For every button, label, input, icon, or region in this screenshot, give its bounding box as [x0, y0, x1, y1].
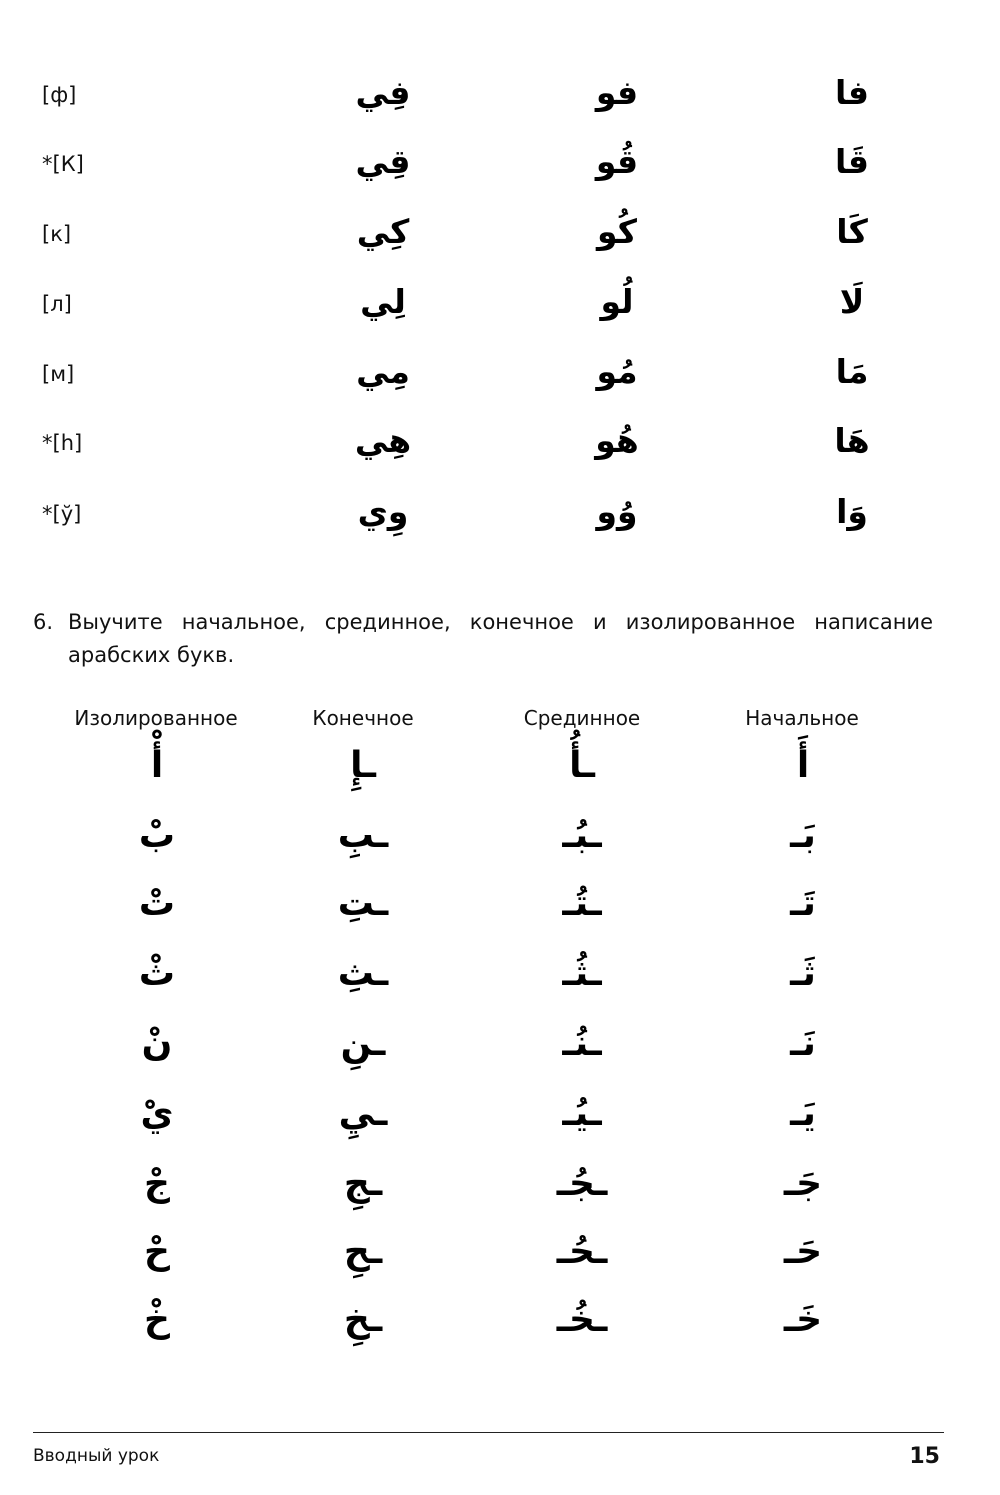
exercise-instruction [33, 606, 933, 672]
syllable-damma: لُو [600, 282, 634, 321]
syllable-kasra: هِي [354, 421, 412, 460]
syllable-row [0, 492, 1000, 542]
syllable-kasra: كِي [356, 212, 410, 251]
syllable-fatha: هَا [834, 421, 870, 460]
syllable-damma: فو [595, 73, 639, 112]
letter-final: ـيِ [338, 1093, 388, 1134]
syllable-damma: وُو [596, 492, 638, 531]
transliteration: [л] [42, 292, 72, 316]
letter-medial: ـأُ [569, 745, 595, 786]
syllable-row [0, 352, 1000, 402]
letter-isolated: أْ [150, 745, 164, 786]
letter-row [0, 1092, 1000, 1152]
letter-medial: ـثُـ [562, 953, 602, 994]
letter-initial: ثَـ [790, 953, 816, 994]
syllable-row [0, 73, 1000, 123]
syllable-row [0, 212, 1000, 262]
letter-row [0, 1162, 1000, 1222]
transliteration: *[ў] [42, 502, 82, 526]
letter-initial: خَـ [783, 1299, 823, 1340]
letter-initial: بَـ [790, 815, 816, 856]
letter-row [0, 882, 1000, 942]
letter-isolated: نْ [141, 1023, 173, 1064]
letter-final: ـجِ [343, 1163, 383, 1204]
exercise-number: 6. [33, 610, 54, 634]
letter-initial: تَـ [790, 883, 816, 924]
letter-medial: ـحُـ [556, 1231, 608, 1272]
letter-row [0, 814, 1000, 874]
letter-final: ـتِ [337, 883, 389, 924]
letter-row [0, 1230, 1000, 1290]
header-isolated: Изолированное [74, 706, 238, 730]
transliteration: [ф] [42, 83, 77, 107]
letter-final: ـخِ [343, 1299, 383, 1340]
syllable-fatha: وَا [836, 492, 868, 531]
transliteration: *[К] [42, 152, 84, 176]
syllable-fatha: كَا [836, 212, 868, 251]
header-medial: Срединное [523, 706, 641, 730]
syllable-fatha: قَا [835, 142, 869, 181]
syllable-fatha: فا [835, 73, 869, 112]
page-number: 15 [909, 1444, 940, 1469]
footer-title: Вводный урок [33, 1446, 160, 1466]
letter-medial: ـجُـ [556, 1163, 608, 1204]
letter-medial: ـيُـ [562, 1093, 602, 1134]
syllable-kasra: لِي [360, 282, 406, 321]
letter-initial: نَـ [790, 1023, 816, 1064]
syllable-damma: هُو [595, 421, 639, 460]
transliteration: [к] [42, 222, 72, 246]
syllable-damma: كُو [597, 212, 637, 251]
letter-medial: ـخُـ [556, 1299, 608, 1340]
letter-initial: يَـ [790, 1093, 816, 1134]
letter-isolated: ثْ [138, 953, 176, 994]
syllable-fatha: لَا [839, 282, 865, 321]
letter-isolated: بْ [138, 815, 176, 856]
syllable-row [0, 142, 1000, 192]
footer-rule [33, 1432, 944, 1433]
letter-final: ـإِ [350, 745, 376, 786]
letter-isolated: حْ [144, 1231, 170, 1272]
header-final: Конечное [312, 706, 414, 730]
letter-final: ـبِ [337, 815, 389, 856]
letter-isolated: خْ [144, 1299, 170, 1340]
letter-medial: ـبُـ [562, 815, 602, 856]
syllable-kasra: مِي [356, 352, 410, 391]
letter-medial: ـتُـ [562, 883, 602, 924]
syllable-kasra: وِي [357, 492, 409, 531]
syllable-kasra: قِي [355, 142, 411, 181]
letter-initial: جَـ [783, 1163, 823, 1204]
letter-row [0, 1022, 1000, 1082]
syllable-row [0, 421, 1000, 471]
letter-isolated: يْ [140, 1093, 174, 1134]
letter-medial: ـنُـ [562, 1023, 602, 1064]
syllable-kasra: فِي [355, 73, 411, 112]
exercise-text: Выучите начальное, срединное, конечное и изолированное написание арабских букв. [68, 610, 933, 667]
letter-isolated: تْ [138, 883, 176, 924]
letter-final: ـثِ [337, 953, 389, 994]
syllable-row [0, 282, 1000, 332]
letter-isolated: جْ [144, 1163, 170, 1204]
syllable-damma: مُو [596, 352, 638, 391]
header-initial: Начальное [745, 706, 859, 730]
letter-row [0, 744, 1000, 804]
letter-initial: حَـ [783, 1231, 823, 1272]
letter-row [0, 1298, 1000, 1358]
transliteration: [м] [42, 362, 75, 386]
syllable-fatha: مَا [835, 352, 869, 391]
letter-final: ـحِ [343, 1231, 383, 1272]
syllable-damma: قُو [595, 142, 639, 181]
letter-initial: أَ [796, 745, 810, 786]
letter-final: ـنِ [340, 1023, 386, 1064]
letter-row [0, 952, 1000, 1012]
transliteration: *[h] [42, 431, 83, 455]
